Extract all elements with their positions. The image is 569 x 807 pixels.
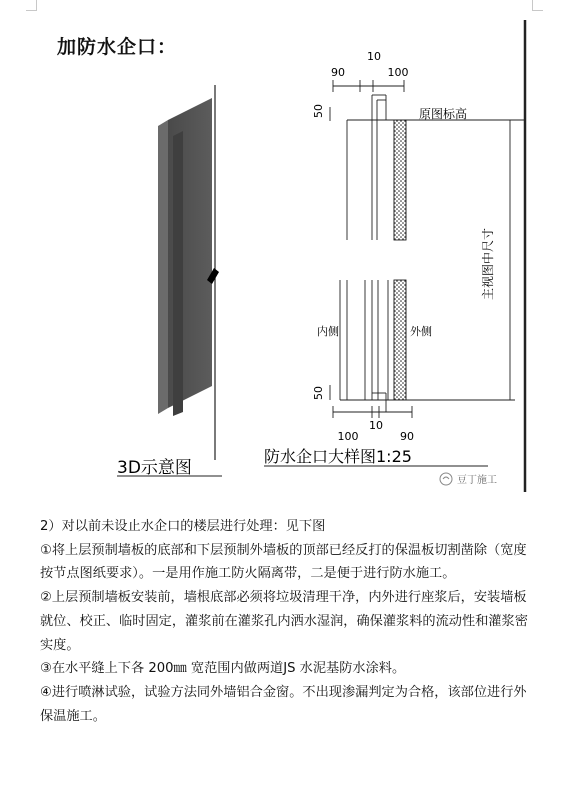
paragraph-step-4: ④进行喷淋试验，试验方法同外墙铝合金窗。不出现渗漏判定为合格，该部位进行外保温施工。	[40, 684, 527, 724]
3d-panel-edge	[173, 131, 183, 416]
detail-drawing	[330, 20, 525, 492]
dim-bottom-mid: 10	[369, 419, 383, 432]
paragraph-step-2: ②上层预制墙板安装前，墙根底部必须将垃圾清理干净，内外进行座浆后，安装墙板就位、校正、临时固定，灌浆前在灌浆孔内洒水湿润，确保灌浆料的流动性和灌浆密实度。	[40, 590, 528, 653]
dim-top-right: 100	[387, 66, 409, 79]
dim-top-mid: 10	[367, 50, 381, 63]
body-text	[40, 515, 530, 728]
paragraph-step-1: ①将上层预制墙板的底部和下层预制外墙板的顶部已经反打的保温板切割凿除（宽度按节点图纸要求）。一是用作施工防火隔离带，二是便于进行防水施工。	[40, 542, 527, 582]
caption-3d: 3D示意图	[117, 458, 192, 478]
section-heading: 加防水企口：	[57, 36, 178, 58]
dim-bottom-50: 50	[312, 386, 325, 400]
detail-title: 防水企口大样图1:25	[264, 447, 412, 466]
dim-top-left: 90	[331, 66, 345, 79]
3d-panel-side	[158, 120, 168, 414]
label-outer-side: 外侧	[410, 325, 432, 338]
dim-bottom-left: 100	[337, 430, 359, 443]
paragraph-step-3: ③在水平缝上下各 200㎜ 宽范围内做两道JS 水泥基防水涂料。	[40, 661, 406, 677]
dim-top-50: 50	[312, 104, 325, 118]
label-vertical-dimension: 主视图中尺寸	[481, 227, 495, 300]
dim-bottom-right: 90	[400, 430, 414, 443]
watermark-text: 豆丁施工	[457, 475, 497, 486]
watermark-logo-icon	[440, 473, 452, 485]
label-elevation: 原图标高	[419, 107, 468, 121]
paragraph-intro: 2）对以前未设止水企口的楼层进行处理：见下图	[40, 519, 326, 534]
label-inner-side: 内侧	[317, 325, 339, 338]
3d-wall-illustration	[158, 85, 219, 460]
